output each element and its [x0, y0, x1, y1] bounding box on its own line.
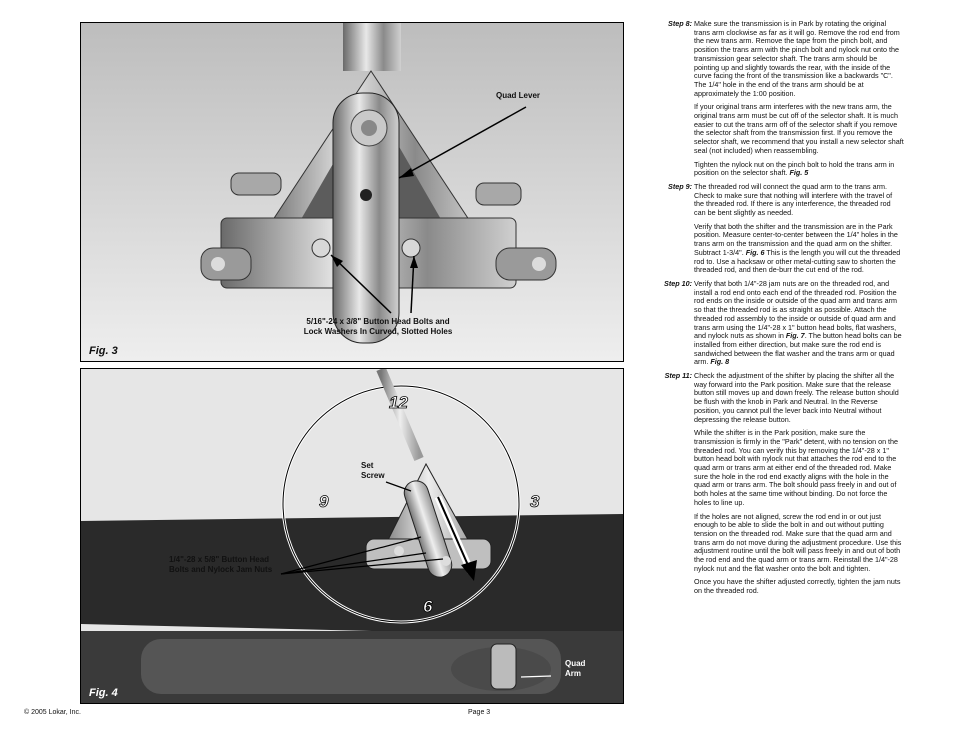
clock-3: 3	[530, 492, 540, 511]
step-10	[660, 280, 908, 367]
step-9	[660, 183, 908, 218]
shifter-installed-photo-fig4	[81, 369, 623, 703]
step-9-para-2	[694, 223, 906, 275]
callout-jam-nuts-line2: Bolts and Nylock Jam Nuts	[169, 565, 273, 574]
callout-bolts-line1: 5/16"-24 x 3/8" Button Head Bolts and	[306, 317, 450, 326]
step-text	[694, 280, 904, 367]
para-text: This is the length you will cut the threaded rod to. Use a hacksaw or other metal-cutting saw to shorten the threaded rod, and then de-burr the cut end of the rod.	[694, 247, 901, 275]
step-label: Step 8:	[668, 19, 692, 28]
figure-3	[80, 22, 624, 362]
callout-set-screw-line1: Set	[361, 461, 374, 470]
figure-ref: Fig. 6	[745, 247, 765, 257]
step-text: Make sure the transmission is in Park by rotating the original trans arm clockwise as far as it will go. Remove the rod end from the new trans arm. Remove the tape from the pinch bolt, and position the trans arm with the pinch bolt and nylock nut onto the transmission gear selector shaft. The trans arm should be pointing up and slightly towards the rear, with the inside of the curve facing the front of the transmission like a backwards "C". The 1/4" hole in the end of the trans arm should be at approximately the 1:00 position.	[694, 19, 900, 98]
step-text: The threaded rod will connect the quad arm to the trans arm. Check to make sure that nothing will interfere with the travel of the threaded rod. If there is any interference, the threaded rod can be bent slightly as needed.	[694, 181, 893, 218]
callout-quad-arm	[565, 659, 585, 679]
clock-6: 6	[423, 597, 433, 616]
shifter-photo-fig3	[81, 23, 623, 361]
callout-jam-nuts	[169, 555, 272, 575]
para-text: Tighten the nylock nut on the pinch bolt to hold the trans arm in position on the selector shaft.	[694, 159, 895, 178]
instructions-column	[660, 20, 908, 601]
step-text: Check the adjustment of the shifter by placing the shifter all the way forward into the Park position. Make sure that the release button still moves up and down freely. The release button should be flush with the knob in Park and Neutral. In the Reverse position, you cannot pull the lever back into Neutral without depressing the release button.	[694, 371, 899, 424]
clock-12: 12	[389, 393, 408, 412]
figure-label: Fig. 3	[89, 345, 118, 357]
page-number: Page 3	[468, 709, 491, 716]
step-11	[660, 372, 908, 424]
callout-set-screw	[361, 461, 385, 481]
step-8	[660, 20, 908, 98]
step-11-para-2: While the shifter is in the Park position, make sure the transmission is firmly in the "Park" detent, with no tension on the threaded rod. You can verify this by removing the 1/4"-28 x 1" button head bolt with nylock nut that attaches the rod end to the quad arm or trans arm at either end of the threaded rod. Make sure the hole in the rod end exactly aligns with the hole in the quad arm or trans arm. The bolt should pass freely in and out of both holes at the same time without binding. Do not force the holes to line up.	[694, 428, 899, 507]
callout-set-screw-line2: Screw	[361, 471, 385, 480]
figure-label: Fig. 4	[89, 687, 118, 699]
clock-9: 9	[319, 492, 329, 511]
step-11-para-3: If the holes are not aligned, screw the rod end in or out just enough to be able to slide the bolt in and out without putting tension on the threaded rod. Make sure that the quad arm and trans arm do not move during the adjustment procedure. Use this adjustment routine until the bolt will pass freely in and out of both the rod end and the quad arm or trans arm. Reinstall the 1/4"-28 nylock nut and the flat washer onto the bolt and tighten.	[694, 511, 902, 573]
callout-jam-nuts-line1: 1/4"-28 x 5/8" Button Head	[169, 555, 270, 564]
step-text-a: Verify that both 1/4"-28 jam nuts are on the threaded rod, and install a rod end onto each end of the threaded rod. Position the rod ends on the inside or outside of the quad arm and trans arm so that the threaded rod is as straight as possible. Attach the threaded rod assembly to the inside or outside of quad arm and trans arm using the 1/4"-28 x 1" button head bolts, flat washers, and nylock nuts as shown in	[694, 278, 897, 341]
figure-ref: Fig. 7	[785, 331, 805, 341]
step-text-b: . The button head bolts can be installed from either direction, but make sure the rod end is sandwiched between the flat washer and the trans arm or quad arm.	[694, 331, 902, 367]
step-label: Step 9:	[668, 181, 692, 191]
callout-quad-arm-line1: Quad	[565, 659, 586, 668]
copyright: © 2005 Lokar, Inc.	[24, 709, 81, 716]
step-label: Step 10:	[664, 278, 692, 288]
callout-bolts	[293, 317, 463, 337]
figure-ref: Fig. 5	[789, 168, 809, 178]
para-text: Verify that both the shifter and the transmission are in the Park position. Measure center-to-center between the 1/4" holes in the trans arm on the transmission and the quad arm on the shifter. Subtract 1-3/4".	[694, 221, 898, 257]
step-8-para-3	[694, 161, 906, 178]
step-8-para-2: If your original trans arm interferes with the new trans arm, the original trans arm must be cut off of the selector shaft. It is much easier to cut the trans arm off of the selector shaft if you remove the selector shaft from the transmission first. If you remove the selector shaft, we recommend that you install a new selector shaft seal (not included) when reassembling.	[694, 102, 904, 155]
callout-quad-lever: Quad Lever	[496, 91, 541, 100]
callout-quad-arm-line2: Arm	[565, 669, 582, 678]
figure-ref: Fig. 8	[710, 357, 730, 367]
step-label: Step 11:	[664, 371, 692, 381]
callout-bolts-line2: Lock Washers In Curved, Slotted Holes	[303, 327, 453, 336]
step-11-para-4: Once you have the shifter adjusted correctly, tighten the jam nuts on the threaded rod.	[694, 577, 901, 596]
figure-4	[80, 368, 624, 704]
